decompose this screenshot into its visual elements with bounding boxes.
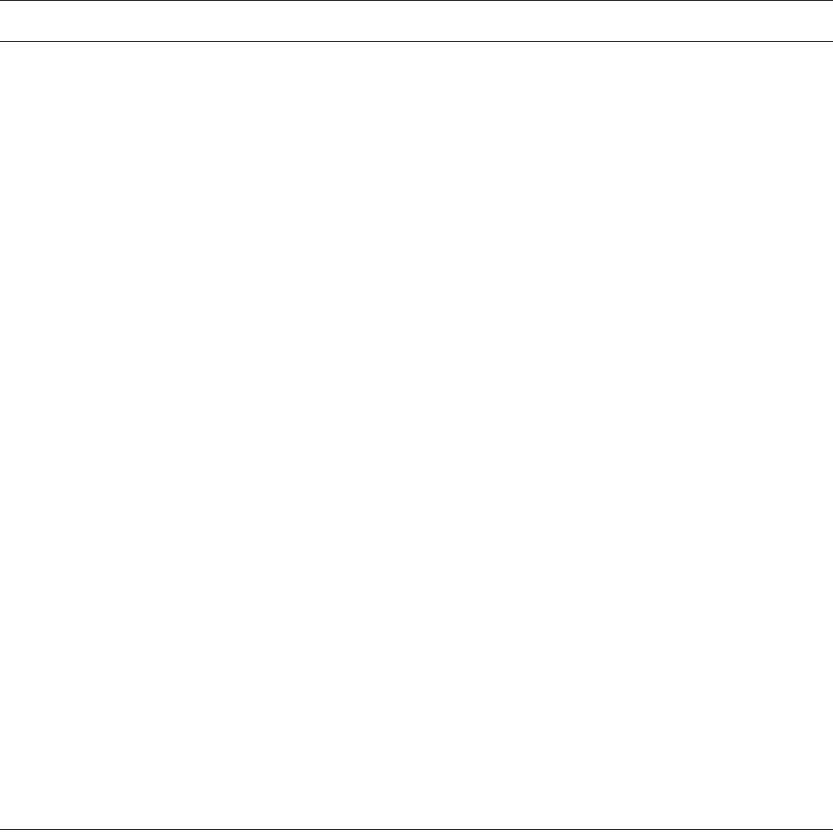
header-rule (0, 41, 833, 42)
table-header (0, 10, 833, 30)
recruitment-header-row (0, 83, 833, 103)
top-rule (0, 0, 833, 1)
bottom-rule (0, 829, 833, 830)
gender-row (0, 52, 833, 72)
